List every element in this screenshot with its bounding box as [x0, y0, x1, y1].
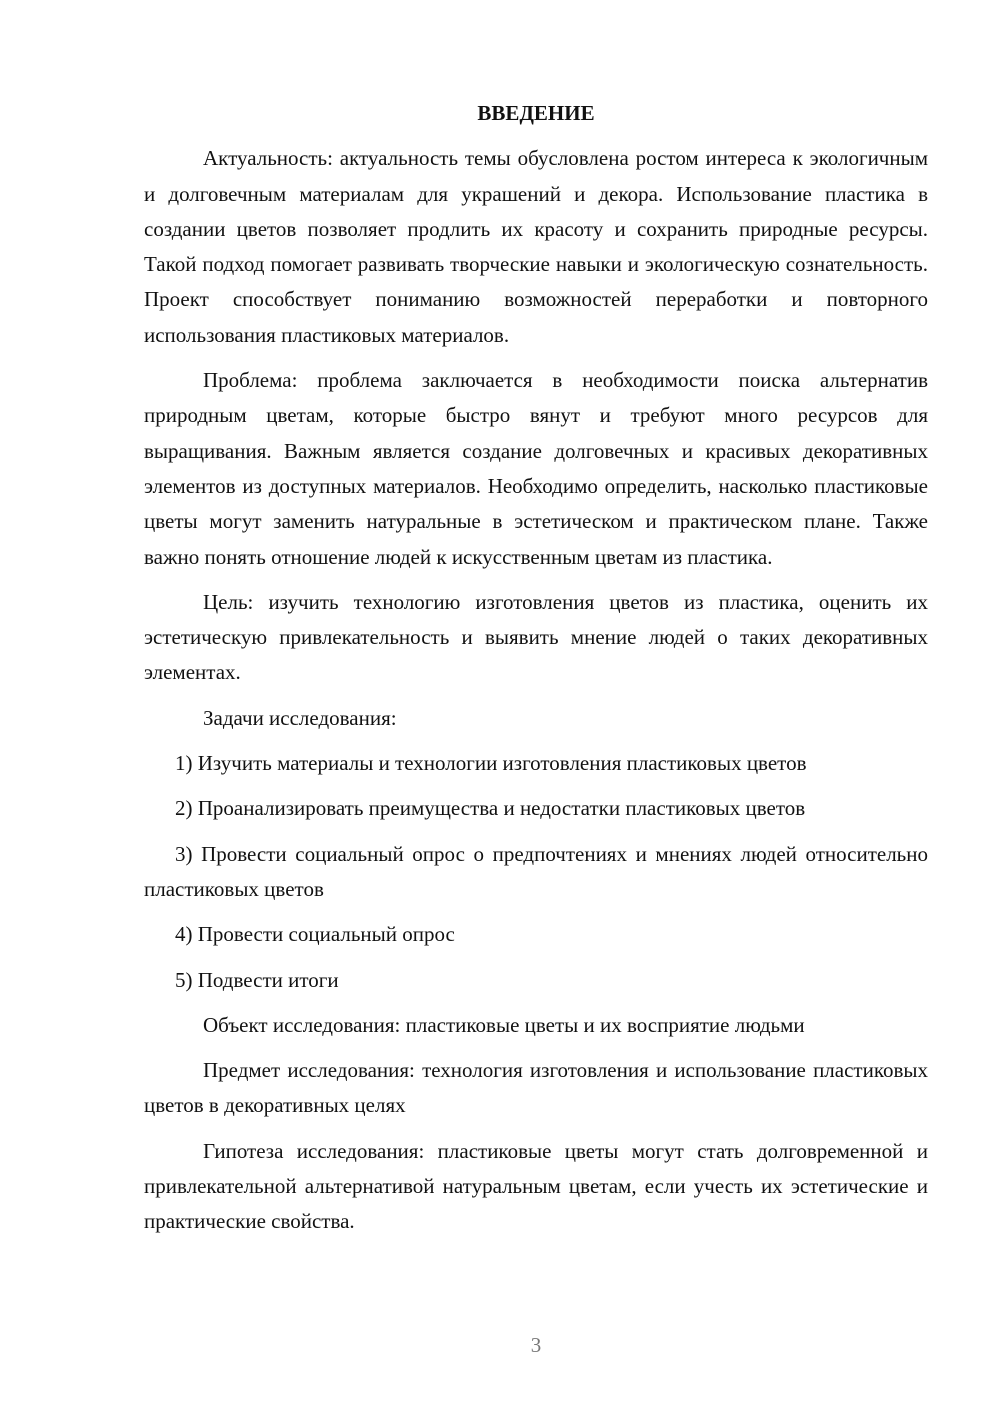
- subject-paragraph: Предмет исследования: технология изготовления и использование пластиковых цветов в декоративных целях: [144, 1058, 928, 1118]
- hypothesis-paragraph: Гипотеза исследования: пластиковые цветы могут стать долговременной и привлекательной альтернативой натуральным цветам, если учесть их эстетические и практические свойства.: [144, 1138, 928, 1234]
- page-number: 3: [530, 1333, 542, 1357]
- relevance-paragraph: Актуальность: актуальность темы обусловлена ростом интереса к экологичным и долговечным материалам для украшений и декора. Использование пластика в создании цветов позволяет продлить их красоту и сохранить природные ресурсы. Такой подход помогает развивать творческие навыки и экологическую сознательность. Проект способствует пониманию возможностей переработки и повторного использования пластиковых материалов.: [144, 146, 928, 347]
- task-item-5: 5) Подвести итоги: [175, 967, 339, 992]
- task-item-2: 2) Проанализировать преимущества и недостатки пластиковых цветов: [175, 796, 806, 821]
- goal-paragraph: Цель: изучить технологию изготовления цветов из пластика, оценить их эстетическую привлекательность и выявить мнение людей о таких декоративных элементах.: [144, 589, 928, 685]
- object-paragraph: Объект исследования: пластиковые цветы и их восприятие людьми: [203, 1012, 805, 1037]
- task-item-1: 1) Изучить материалы и технологии изготовления пластиковых цветов: [175, 751, 807, 776]
- problem-paragraph: Проблема: проблема заключается в необходимости поиска альтернатив природным цветам, которые быстро вянут и требуют много ресурсов для выращивания. Важным является создание долговечных и красивых декоративных элементов из доступных материалов. Необходимо определить, насколько пластиковые цветы могут заменить натуральные в эстетическом и практическом плане. Также важно понять отношение людей к искусственным цветам из пластика.: [144, 368, 928, 569]
- section-title: ВВЕДЕНИЕ: [477, 101, 595, 125]
- task-item-4: 4) Провести социальный опрос: [175, 922, 455, 947]
- tasks-heading: Задачи исследования:: [203, 705, 397, 730]
- task-item-3: 3) Провести социальный опрос о предпочтениях и мнениях людей относительно пластиковых цветов: [144, 841, 928, 901]
- page-content: [144, 96, 928, 1250]
